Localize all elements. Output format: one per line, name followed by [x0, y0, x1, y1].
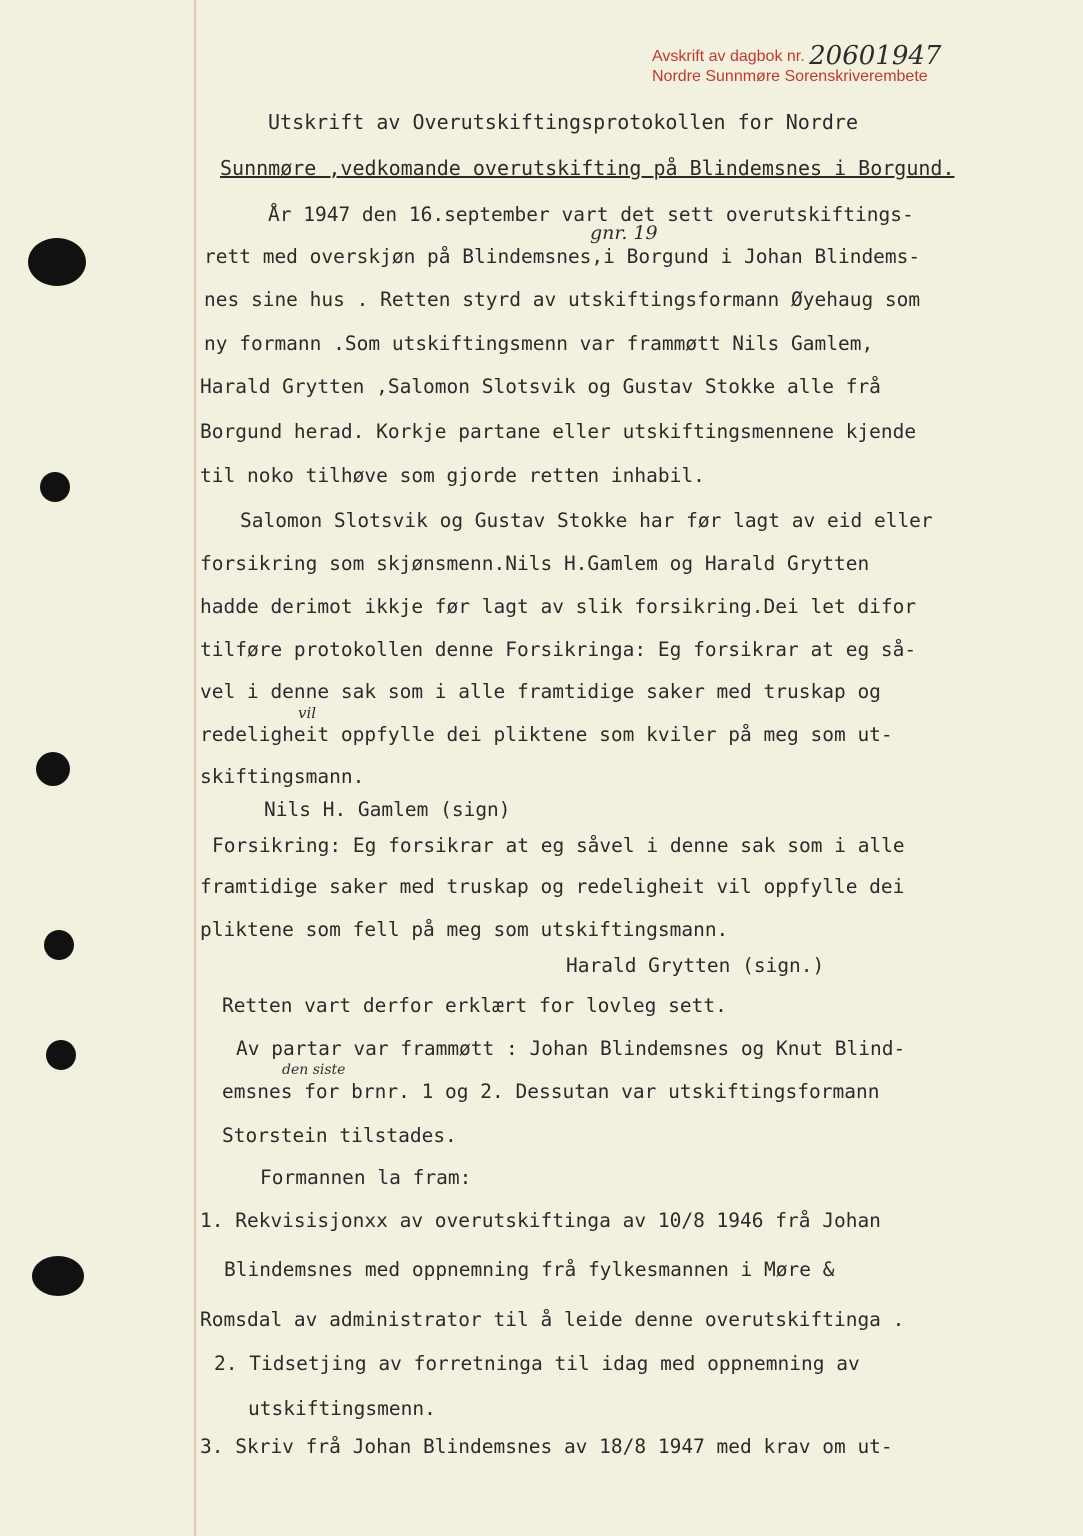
list-item: 1. Rekvisisjonxx av overutskiftinga av 10/8 1946 frå Johan: [200, 1209, 881, 1232]
signature-grytten: Harald Grytten (sign.): [566, 954, 825, 977]
body-line: Retten vart derfor erklært for lovleg sett.: [222, 994, 727, 1017]
body-line: redeligheit oppfylle dei pliktene som kviler på meg som ut-: [200, 723, 893, 746]
doc-title-line-1: Utskrift av Overutskiftingsprotokollen for Nordre: [268, 110, 859, 134]
body-line: Formannen la fram:: [260, 1166, 472, 1189]
body-line: til noko tilhøve som gjorde retten inhabil.: [200, 464, 705, 487]
body-line: Storstein tilstades.: [222, 1124, 457, 1147]
body-line: Harald Grytten ,Salomon Slotsvik og Gustav Stokke alle frå: [200, 375, 881, 398]
list-item: 2. Tidsetjing av forretninga til idag med oppnemning av: [214, 1352, 860, 1375]
punch-hole: [40, 472, 70, 502]
stamp-office: Nordre Sunnmøre Sorenskriverembete: [652, 68, 928, 85]
body-line: Av partar var frammøtt : Johan Blindemsnes og Knut Blind-: [236, 1037, 906, 1060]
body-line: hadde derimot ikkje før lagt av slik forsikring.Dei let difor: [200, 595, 917, 618]
archive-stamp: [652, 41, 942, 87]
body-line: nes sine hus . Retten styrd av utskiftingsformann Øyehaug som: [204, 288, 921, 311]
punch-hole: [46, 1040, 76, 1070]
body-line: Borgund herad. Korkje partane eller utskiftingsmennene kjende: [200, 420, 917, 443]
body-line: forsikring som skjønsmenn.Nils H.Gamlem og Harald Grytten: [200, 552, 870, 575]
punch-hole: [28, 238, 86, 286]
punch-hole: [36, 752, 70, 786]
punch-hole: [44, 930, 74, 960]
body-line: Salomon Slotsvik og Gustav Stokke har før lagt av eid eller: [240, 509, 933, 532]
body-line: vel i denne sak som i alle framtidige saker med truskap og: [200, 680, 881, 703]
stamp-label: Avskrift av dagbok nr.: [652, 48, 805, 65]
body-line: emsnes for brnr. 1 og 2. Dessutan var utskiftingsformann: [222, 1080, 880, 1103]
handwritten-den-siste: den siste: [282, 1062, 346, 1078]
list-item-continued: Blindemsnes med oppnemning frå fylkesmannen i Møre &: [224, 1258, 835, 1281]
list-item-continued: utskiftingsmenn.: [248, 1397, 436, 1420]
body-line: tilføre protokollen denne Forsikringa: Eg forsikrar at eg så-: [200, 638, 917, 661]
handwritten-vil: vil: [298, 704, 317, 722]
handwritten-gnr: gnr. 19: [590, 222, 658, 244]
body-line: rett med overskjøn på Blindemsnes,i Borgund i Johan Blindems-: [204, 245, 921, 268]
stamp-year: 1947: [875, 41, 942, 71]
list-item: 3. Skriv frå Johan Blindemsnes av 18/8 1947 med krav om ut-: [200, 1435, 893, 1458]
list-item-continued: Romsdal av administrator til å leide denne overutskiftinga .: [200, 1308, 905, 1331]
body-line: skiftingsmann.: [200, 765, 365, 788]
body-line: ny formann .Som utskiftingsmenn var frammøtt Nils Gamlem,: [204, 332, 874, 355]
punch-hole: [32, 1256, 84, 1296]
body-line: År 1947 den 16.september vart det sett overutskiftings-: [268, 203, 914, 226]
signature-gamlem: Nils H. Gamlem (sign): [264, 798, 511, 821]
doc-title-line-2: Sunnmøre ,vedkomande overutskifting på Blindemsnes i Borgund.: [220, 156, 955, 180]
margin-rule: [194, 0, 196, 1536]
body-line: framtidige saker med truskap og redeligheit vil oppfylle dei: [200, 875, 905, 898]
stamp-number: 2060: [809, 41, 876, 71]
body-line: Forsikring: Eg forsikrar at eg såvel i denne sak som i alle: [212, 834, 905, 857]
body-line: pliktene som fell på meg som utskiftingsmann.: [200, 918, 729, 941]
